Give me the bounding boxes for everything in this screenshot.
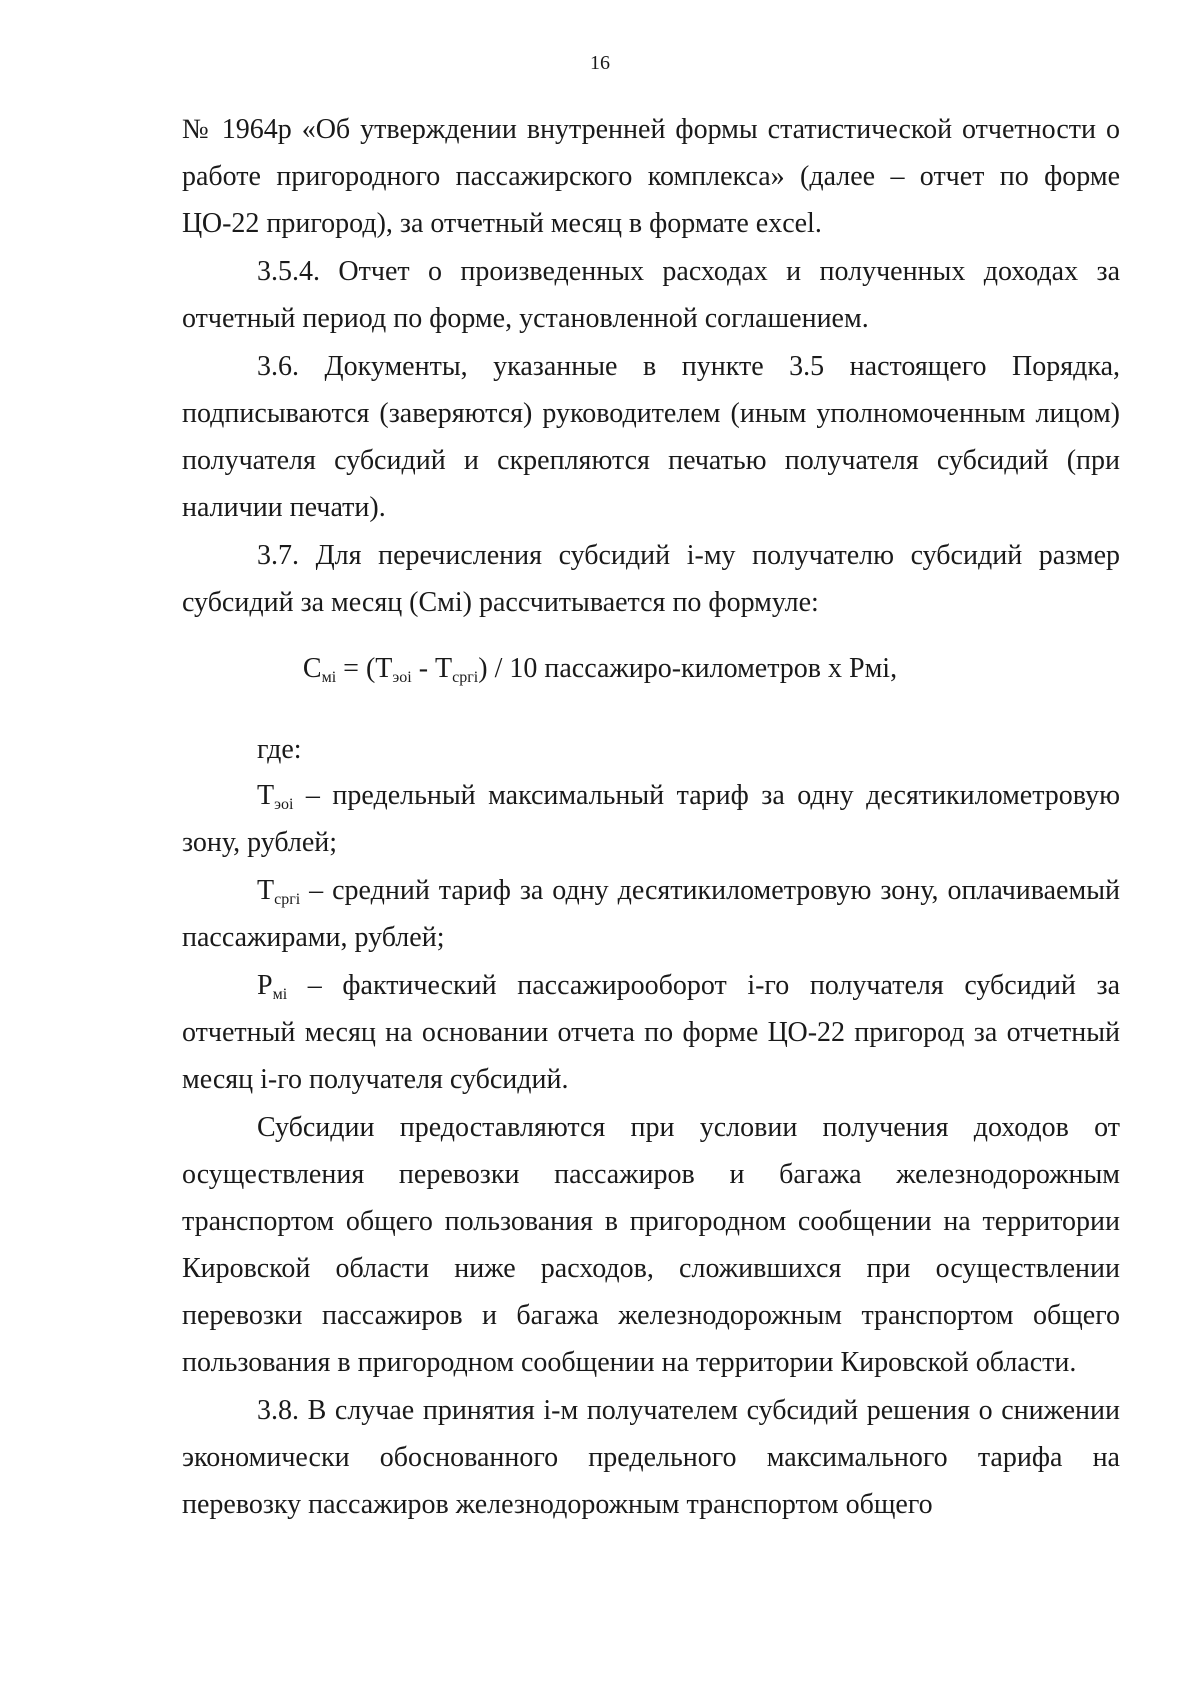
subsidy-formula (0, 645, 1200, 692)
paragraph-3-7: 3.7. Для перечисления субсидий i-му получателю субсидий размер субсидий за месяц (Смi) рассчитывается по формуле: (182, 540, 1120, 618)
formula-rest: ) / 10 пассажиро-километров х Рмi, (478, 653, 898, 684)
definition-symbol: Т (257, 780, 275, 811)
paragraph: № 1964р «Об утверждении внутренней формы статистической отчетности о работе пригородного пассажирского комплекса» (далее – отчет по форме ЦО-22 пригород), за отчетный месяц в формате excel. (182, 114, 1120, 239)
paragraph-3-6: 3.6. Документы, указанные в пункте 3.5 настоящего Порядка, подписываются (заверяются) руководителем (иным уполномоченным лицом) получателя субсидий и скрепляются печатью получателя субсидий (при наличии печати). (182, 351, 1120, 523)
definition-symbol: Р (257, 970, 273, 1001)
definition-sub: мi (272, 986, 288, 1003)
formula-c: С (302, 653, 322, 684)
text-block-top (182, 106, 1120, 626)
text-block-bottom (182, 772, 1120, 1528)
page-number: 16 (590, 52, 610, 74)
formula-minus: - Т (411, 653, 453, 684)
formula-eq-open: = (Т (336, 653, 393, 684)
definition-text: – предельный максимальный тариф за одну десятикилометровую зону, рублей; (182, 780, 1120, 858)
definition-p-mi (182, 962, 1120, 1103)
definition-text: – средний тариф за одну десятикилометровую зону, оплачиваемый пассажирами, рублей; (182, 875, 1120, 953)
where-label: где: (257, 734, 302, 765)
paragraph-3-5-4: 3.5.4. Отчет о произведенных расходах и полученных доходах за отчетный период по форме, установленной соглашением. (182, 256, 1120, 334)
definition-text: – фактический пассажирооборот i-го получателя субсидий за отчетный месяц на основании отчета по форме ЦО-22 пригород за отчетный месяц i-го получателя субсидий. (182, 970, 1120, 1095)
definition-symbol: Т (257, 875, 275, 906)
formula-c-sub: мi (321, 669, 337, 686)
definition-sub: сргi (274, 891, 301, 908)
formula-t2-sub: сргi (452, 669, 479, 686)
paragraph-3-8: 3.8. В случае принятия i-м получателем субсидий решения о снижении экономически обоснованного предельного максимального тарифа на перевозку пассажиров железнодорожным транспортом общего (182, 1395, 1120, 1520)
formula-t1-sub: эоi (392, 669, 412, 686)
definition-sub: эоi (274, 796, 294, 813)
paragraph-subsidy-condition: Субсидии предоставляются при условии получения доходов от осуществления перевозки пассажиров и багажа железнодорожным транспортом общего пользования в пригородном сообщении на территории Кировской области ниже расходов, сложившихся при осуществлении перевозки пассажиров и багажа железнодорожным транспортом общего пользования в пригородном сообщении на территории Кировской области. (182, 1112, 1120, 1378)
definition-t-srgi (182, 867, 1120, 961)
definition-t-eoi (182, 772, 1120, 866)
